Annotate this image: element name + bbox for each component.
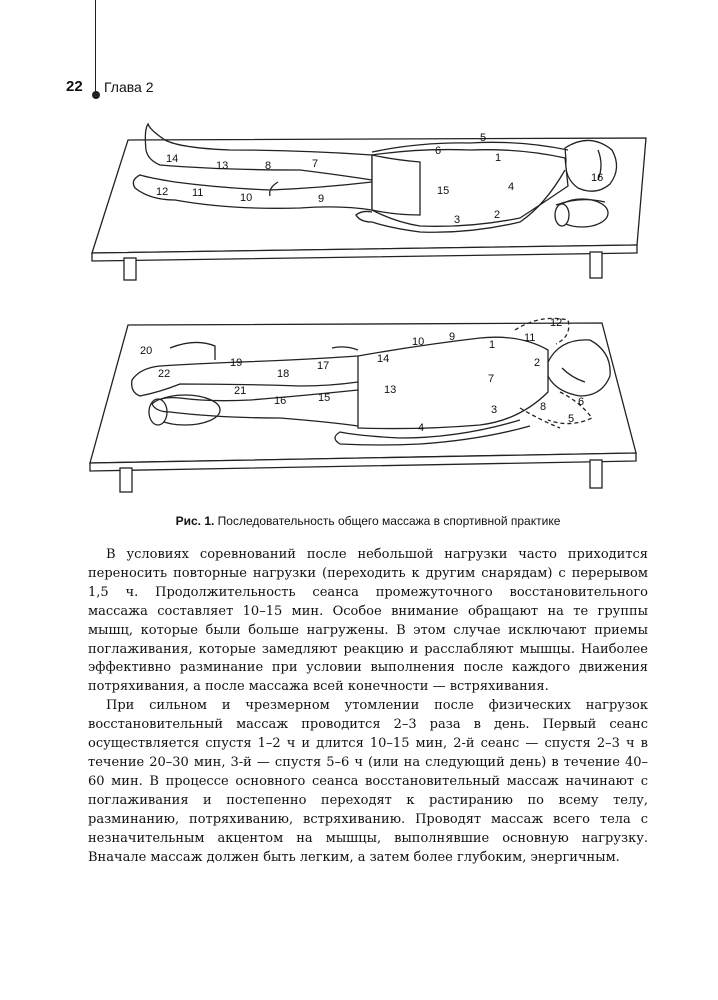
label-bottom-8: 8 bbox=[540, 401, 547, 413]
label-bottom-5: 5 bbox=[568, 413, 575, 425]
label-bottom-11: 11 bbox=[524, 332, 536, 344]
label-bottom-21: 21 bbox=[234, 385, 247, 397]
label-top-7: 7 bbox=[312, 158, 319, 170]
label-top-3: 3 bbox=[454, 214, 461, 226]
label-top-9: 9 bbox=[318, 193, 325, 205]
paragraph: В условиях соревнований после небольшой нагрузки часто приходится переносить повторные нагрузки (переходить к другим снарядам) с перерывом 1,5 ч. Продолжительность сеанса промежуточного восстановительного массажа составляет 10–15 мин. Особое внимание обращают на те группы мышц, которые были больше нагружены. В этом случае исключают приемы поглаживания, которые замедляют реакцию и расслабляют мышцы. Наиболее эффективно разминание при условии выполнения после каждого движения потряхивания, а после массажа всей конечности — встряхивания. bbox=[88, 547, 648, 695]
label-bottom-6: 6 bbox=[578, 396, 585, 408]
chapter-title: Глава 2 bbox=[104, 79, 154, 95]
label-bottom-9: 9 bbox=[449, 331, 456, 343]
label-top-10: 10 bbox=[240, 192, 253, 204]
label-bottom-15: 15 bbox=[318, 392, 331, 404]
label-top-15: 15 bbox=[437, 185, 450, 197]
label-bottom-4: 4 bbox=[418, 422, 425, 434]
body-text bbox=[88, 546, 648, 867]
label-bottom-22: 22 bbox=[158, 368, 171, 380]
label-bottom-13: 13 bbox=[384, 384, 397, 396]
label-top-8: 8 bbox=[265, 160, 272, 172]
label-bottom-17: 17 bbox=[317, 360, 330, 372]
caption-text: Последовательность общего массажа в спортивной практике bbox=[214, 514, 561, 528]
label-top-2: 2 bbox=[494, 209, 501, 221]
label-bottom-7: 7 bbox=[488, 373, 495, 385]
page-number: 22 bbox=[66, 78, 83, 95]
label-bottom-16: 16 bbox=[274, 395, 287, 407]
paragraph: При сильном и чрезмерном утомлении после физических нагрузок восстановительный массаж проводится 2–3 раза в день. Первый сеанс осуществляется спустя 1–2 ч и длится 10–15 мин, 2-й сеанс — спустя 2–3 ч в течение 20–30 мин, 3-й — спустя 5–6 ч (или на следующий день) в течение 40–60 мин. В процессе основного сеанса восстановительный массаж начинают с поглаживания и постепенно переходят к растиранию по всему телу, разминанию, потряхиванию, встряхиванию. Проводят массаж всего тела с незначительным акцентом на мышцы, выполнявшие основную нагрузку. Вначале массаж должен быть легким, а затем более глубоким, энергичным. bbox=[88, 698, 648, 865]
label-top-6: 6 bbox=[435, 145, 442, 157]
label-bottom-2: 2 bbox=[534, 357, 541, 369]
label-top-5: 5 bbox=[480, 132, 487, 144]
label-bottom-18: 18 bbox=[277, 368, 290, 380]
caption-label: Рис. 1. bbox=[175, 514, 215, 528]
figure-caption bbox=[88, 514, 648, 528]
label-top-13: 13 bbox=[216, 160, 229, 172]
label-top-14: 14 bbox=[166, 153, 179, 165]
label-top-12: 12 bbox=[156, 186, 169, 198]
label-bottom-10: 10 bbox=[412, 336, 425, 348]
label-bottom-12: 12 bbox=[550, 317, 563, 329]
label-bottom-20: 20 bbox=[140, 345, 153, 357]
label-top-1: 1 bbox=[495, 152, 502, 164]
label-top-4: 4 bbox=[508, 181, 515, 193]
label-bottom-19: 19 bbox=[230, 357, 243, 369]
label-bottom-3: 3 bbox=[491, 404, 498, 416]
label-bottom-1: 1 bbox=[489, 339, 496, 351]
label-top-16: 16 bbox=[591, 172, 604, 184]
label-top-11: 11 bbox=[192, 187, 204, 199]
label-bottom-14: 14 bbox=[377, 353, 390, 365]
